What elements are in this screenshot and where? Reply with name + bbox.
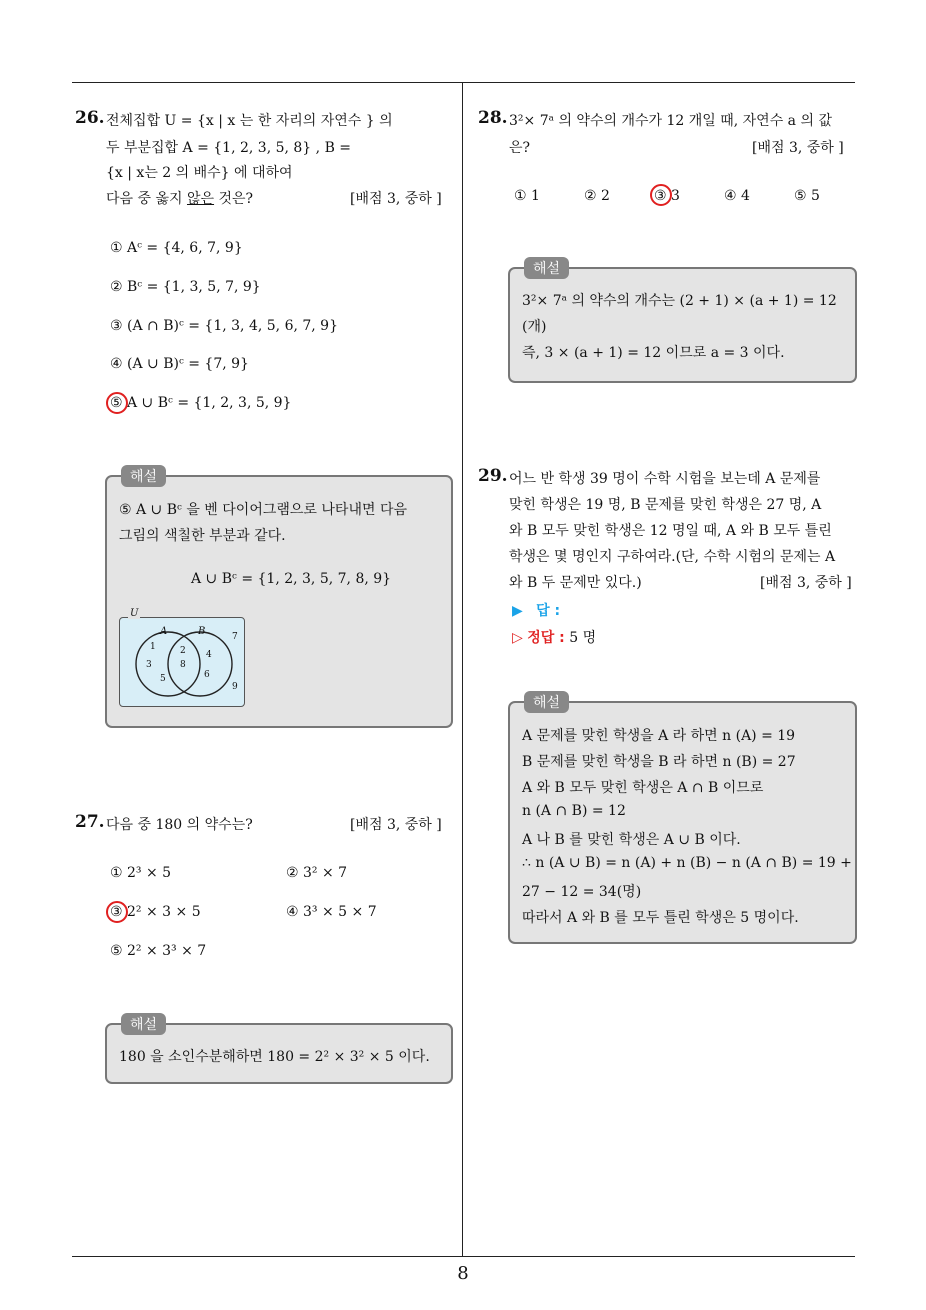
venn-b-only-4: 4: [206, 650, 212, 660]
q28-text-line-1: 3²× 7ᵃ 의 약수의 개수가 12 개일 때, 자연수 a 의 값: [509, 113, 832, 129]
venn-outside-7: 7: [232, 632, 238, 642]
q26-explain-line-2: 그림의 색칠한 부분과 같다.: [119, 528, 286, 544]
q27-choice-1[interactable]: ① 2³ × 5: [110, 865, 172, 881]
q27-explain-line-1: 180 을 소인수분해하면 180 = 2² × 3² × 5 이다.: [119, 1049, 430, 1065]
q28-choice-1[interactable]: ① 1: [514, 188, 540, 204]
q28-explain-line-1: 3²× 7ᵃ 의 약수의 개수는 (2 + 1) × (a + 1) = 12: [522, 293, 837, 309]
q29-text-line-4: 학생은 몇 명인지 구하여라.(단, 수학 시험의 문제는 A: [509, 549, 836, 565]
q28-text-line-2: 은?: [509, 140, 531, 156]
q26-choice-1[interactable]: ① Aᶜ = {4, 6, 7, 9}: [110, 240, 243, 256]
q27-choice-5[interactable]: ⑤ 2² × 3³ × 7: [110, 943, 207, 959]
q29-text-line-2: 맞힌 학생은 19 명, B 문제를 맞힌 학생은 27 명, A: [509, 497, 822, 513]
q28-explanation-box: [508, 261, 857, 383]
venn-b-only-6: 6: [204, 670, 210, 680]
venn-diagram: [119, 608, 245, 707]
q27-explanation-tag: 해설: [121, 1013, 166, 1035]
q28-choice-3[interactable]: ③ 3: [654, 188, 680, 204]
q26-choice-5[interactable]: ⑤ A ∪ Bᶜ = {1, 2, 3, 5, 9}: [110, 395, 292, 411]
q29-explanation-box: [508, 695, 857, 944]
q27-meta: [배점 3, 중하 ]: [350, 817, 442, 833]
column-divider: [462, 83, 463, 1256]
q26-explanation-tag: 해설: [121, 465, 166, 487]
q27-text: 다음 중 180 의 약수는?: [106, 817, 253, 833]
q26-text-line-3: {x | x는 2 의 배수} 에 대하여: [106, 165, 293, 181]
q26-explanation-box: [105, 469, 453, 728]
q29-explain-line-7: 27 − 12 = 34(명): [522, 884, 642, 900]
q28-choice-2[interactable]: ② 2: [584, 188, 610, 204]
q28-meta: [배점 3, 중하 ]: [752, 140, 844, 156]
q27-choice-4[interactable]: ④ 3³ × 5 × 7: [286, 904, 377, 920]
q27-number: 27.: [75, 812, 105, 832]
q28-choice-5[interactable]: ⑤ 5: [794, 188, 820, 204]
venn-a-only-3: 3: [146, 660, 152, 670]
venn-both-8: 8: [180, 660, 186, 670]
q29-explain-line-1: A 문제를 맞힌 학생을 A 라 하면 n (A) = 19: [522, 728, 796, 744]
answer-arrow-icon: ▶: [512, 603, 523, 619]
q28-explanation-tag: 해설: [524, 257, 569, 279]
q29-explanation-tag: 해설: [524, 691, 569, 713]
q29-explain-line-5: A 나 B 를 맞힌 학생은 A ∪ B 이다.: [522, 832, 741, 848]
q27-answer-circle: [106, 901, 128, 923]
q29-answer-label: 답 :: [536, 603, 561, 619]
q27-choice-3[interactable]: ③ 2² × 3 × 5: [110, 904, 201, 920]
q26-text-line-2: 두 부분집합 A = {1, 2, 3, 5, 8} , B =: [106, 140, 352, 156]
q27-explanation-box: [105, 1017, 453, 1084]
q28-explain-line-3: 즉, 3 × (a + 1) = 12 이므로 a = 3 이다.: [522, 345, 785, 361]
q26-text-line-1: 전체집합 U = {x | x 는 한 자리의 자연수 } 의: [106, 113, 393, 129]
venn-a-only-5: 5: [160, 674, 166, 684]
q29-correct-label: 정답 :: [527, 630, 565, 646]
bottom-rule: [72, 1256, 855, 1257]
venn-label-a: A: [160, 626, 168, 637]
q29-text-line-5: 와 B 두 문제만 있다.): [509, 575, 642, 591]
q27-choice-2[interactable]: ② 3² × 7: [286, 865, 348, 881]
q29-text-line-3: 와 B 모두 맞힌 학생은 12 명일 때, A 와 B 모두 틀린: [509, 523, 832, 539]
q28-answer-circle: [650, 184, 672, 206]
q29-explain-line-8: 따라서 A 와 B 를 모두 틀린 학생은 5 명이다.: [522, 910, 799, 926]
q26-choice-3[interactable]: ③ (A ∩ B)ᶜ = {1, 3, 4, 5, 6, 7, 9}: [110, 318, 338, 334]
q29-number: 29.: [478, 466, 508, 486]
q29-correct-value: 5 명: [569, 630, 597, 646]
venn-universe-label: U: [130, 608, 139, 619]
q26-explain-line-3: A ∪ Bᶜ = {1, 2, 3, 5, 7, 8, 9}: [191, 571, 392, 587]
q26-choice-4[interactable]: ④ (A ∪ B)ᶜ = {7, 9}: [110, 356, 249, 372]
q28-number: 28.: [478, 108, 508, 128]
q29-explain-line-2: B 문제를 맞힌 학생을 B 라 하면 n (B) = 27: [522, 754, 796, 770]
q26-meta: [배점 3, 중하 ]: [350, 191, 442, 207]
top-rule: [72, 82, 855, 83]
q28-explain-line-2: (개): [522, 319, 547, 335]
q26-text-line-4: 다음 중 옳지 않은 것은?: [106, 191, 254, 207]
q29-explain-line-6: ∴ n (A ∪ B) = n (A) + n (B) − n (A ∩ B) = 19 +: [522, 855, 852, 871]
q29-correct-row: [512, 627, 596, 647]
q26-answer-circle: [106, 392, 128, 414]
correct-arrow-icon: ▷: [512, 630, 523, 646]
q26-explain-line-1: ⑤ A ∪ Bᶜ 을 벤 다이어그램으로 나타내면 다음: [119, 502, 407, 518]
q28-choice-4[interactable]: ④ 4: [724, 188, 750, 204]
q29-meta: [배점 3, 중하 ]: [760, 575, 852, 591]
page-number: 8: [457, 1263, 469, 1284]
venn-a-only-1: 1: [150, 642, 156, 652]
q26-number: 26.: [75, 108, 105, 128]
q29-answer-row[interactable]: [512, 600, 560, 620]
venn-outside-9: 9: [232, 682, 238, 692]
q29-explain-line-4: n (A ∩ B) = 12: [522, 803, 626, 819]
q26-choice-2[interactable]: ② Bᶜ = {1, 3, 5, 7, 9}: [110, 279, 261, 295]
venn-both-2: 2: [180, 646, 186, 656]
venn-label-b: B: [198, 626, 206, 637]
q29-text-line-1: 어느 반 학생 39 명이 수학 시험을 보는데 A 문제를: [509, 471, 821, 487]
q29-explain-line-3: A 와 B 모두 맞힌 학생은 A ∩ B 이므로: [522, 780, 764, 796]
